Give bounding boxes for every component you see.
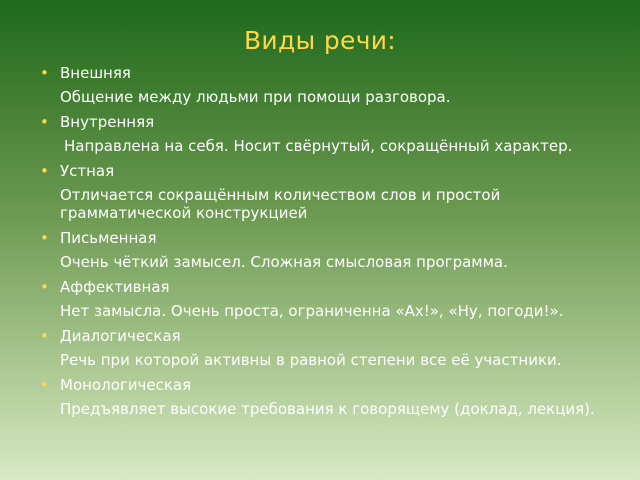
list-item <box>38 326 618 369</box>
bullet-icon: • <box>40 162 49 180</box>
term-label: Аффективная <box>60 278 170 296</box>
term-description: Направлена на себя. Носит свёрнутый, сокращённый характер. <box>64 137 573 155</box>
term-description: Речь при которой активны в равной степени все её участники. <box>60 351 562 369</box>
bullet-icon: • <box>40 278 49 296</box>
bullet-list <box>38 63 618 424</box>
term-row <box>38 161 618 181</box>
list-item <box>38 375 618 418</box>
term-description: Предъявляет высокие требования к говорящему (доклад, лекция). <box>60 400 595 418</box>
slide-title: Виды речи: <box>243 26 397 55</box>
list-item <box>38 228 618 271</box>
term-label: Устная <box>60 162 115 180</box>
term-description: Общение между людьми при помощи разговора. <box>60 88 451 106</box>
bullet-icon: • <box>40 113 49 131</box>
term-description: Очень чёткий замысел. Сложная смысловая программа. <box>60 253 508 271</box>
list-item <box>38 161 618 222</box>
term-row <box>38 326 618 346</box>
term-label: Внешняя <box>60 64 131 82</box>
bullet-icon: • <box>40 64 49 82</box>
term-description: Отличается сокращённым количеством слов и простой грамматической конструкцией <box>60 186 501 222</box>
term-label: Письменная <box>60 229 157 247</box>
bullet-icon: • <box>40 327 49 345</box>
list-item <box>38 63 618 106</box>
term-label: Монологическая <box>60 376 192 394</box>
term-row <box>38 112 618 132</box>
list-item <box>38 112 618 155</box>
term-row <box>38 375 618 395</box>
bullet-icon: • <box>40 229 49 247</box>
term-description: Нет замысла. Очень проста, ограниченна «Ах!», «Ну, погоди!». <box>60 302 564 320</box>
term-label: Диалогическая <box>60 327 181 345</box>
bullet-icon: • <box>40 376 49 394</box>
term-row <box>38 228 618 248</box>
term-label: Внутренняя <box>60 113 155 131</box>
list-item <box>38 277 618 320</box>
term-row <box>38 277 618 297</box>
term-row <box>38 63 618 83</box>
